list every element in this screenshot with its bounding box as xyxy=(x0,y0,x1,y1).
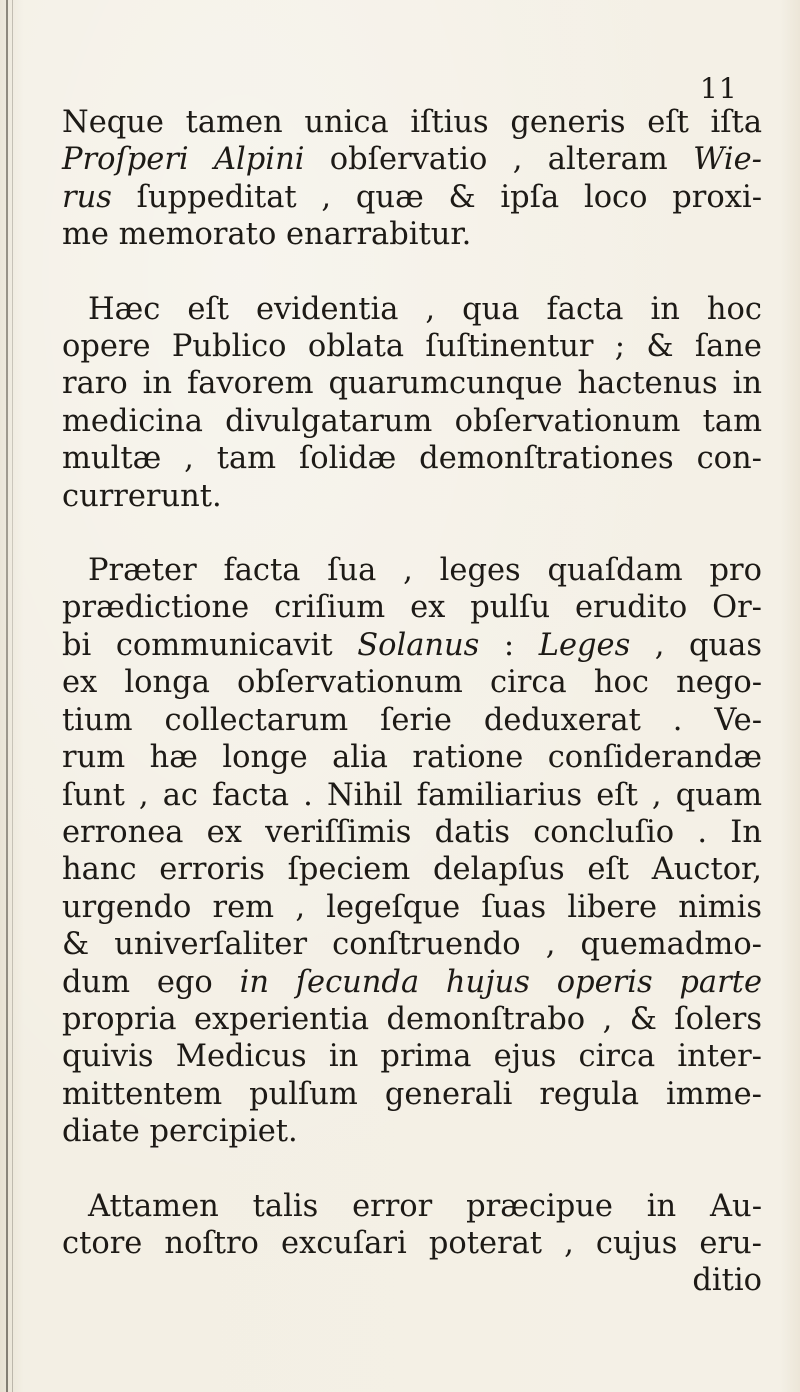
text-run: Hæc eſt evidentia , qua facta in hoc xyxy=(88,291,762,327)
text-line xyxy=(62,1225,762,1262)
text-line xyxy=(62,478,762,515)
text-line xyxy=(62,814,762,851)
text-run: mittentem pulſum generali regula imme- xyxy=(62,1076,762,1112)
text-run: Neque tamen unica iſtius generis eſt iſta xyxy=(62,105,762,140)
text-line xyxy=(62,552,762,589)
text-run: hanc erroris ſpeciem delapſus eſt Auctor, xyxy=(62,852,762,888)
text-line xyxy=(62,141,762,178)
body-text xyxy=(62,104,762,1300)
paragraph xyxy=(62,291,762,515)
text-line xyxy=(62,1038,762,1075)
text-run: currerunt. xyxy=(62,478,222,514)
italic-run: rus xyxy=(62,179,112,215)
italic-run: in ſecunda hujus operis parte xyxy=(239,964,762,1000)
text-run: , quas xyxy=(630,627,762,663)
text-run: ſuppeditat , quæ & ipſa loco proxi- xyxy=(111,179,762,215)
binding-edge xyxy=(6,0,8,1392)
text-run: & univerſaliter conſtruendo , quemadmo- xyxy=(62,927,762,963)
text-run: diate percipiet. xyxy=(62,1114,298,1150)
text-run: ctore noſtro excuſari poterat , cujus eru- xyxy=(62,1225,762,1261)
text-line xyxy=(62,739,762,776)
text-run: prædictione criſium ex pulſu erudito Or- xyxy=(62,590,762,626)
text-line xyxy=(62,1113,762,1150)
text-line xyxy=(62,627,762,664)
paragraph-gap xyxy=(62,254,762,291)
text-line xyxy=(62,179,762,216)
text-line xyxy=(62,589,762,626)
text-line xyxy=(62,851,762,888)
text-run: ex longa obſervationum circa hoc nego- xyxy=(62,665,762,701)
text-run: Attamen talis error præcipue in Au- xyxy=(88,1188,762,1224)
paragraph xyxy=(62,552,762,1151)
text-run: obſervatio , alteram xyxy=(304,142,694,178)
text-line xyxy=(62,216,762,253)
text-run: medicina divulgatarum obſervationum tam xyxy=(62,403,762,439)
text-line xyxy=(62,1262,762,1299)
text-line xyxy=(62,777,762,814)
text-line xyxy=(62,328,762,365)
text-line xyxy=(62,1001,762,1038)
paragraph xyxy=(62,1188,762,1300)
text-line xyxy=(62,964,762,1001)
text-run: dum ego xyxy=(62,964,240,1000)
text-run: ſunt , ac facta . Nihil familiarius eſt , quam xyxy=(62,777,762,813)
paragraph-gap xyxy=(62,1151,762,1188)
text-run: propria experientia demonſtrabo , & ſolers xyxy=(62,1001,762,1037)
text-run: Præter facta ſua , leges quaſdam pro xyxy=(88,553,762,589)
text-run: multæ , tam ſolidæ demonſtrationes con- xyxy=(62,441,762,477)
text-run: tium collectarum ſerie deduxerat . Ve- xyxy=(62,702,762,738)
text-line xyxy=(62,664,762,701)
text-run: quivis Medicus in prima ejus circa inter- xyxy=(62,1039,762,1075)
text-line xyxy=(62,1188,762,1225)
text-line xyxy=(62,440,762,477)
text-line xyxy=(62,889,762,926)
text-run: urgendo rem , legeſque ſuas libere nimis xyxy=(62,889,762,925)
text-line xyxy=(62,291,762,328)
text-run: erronea ex veriſſimis datis concluſio . In xyxy=(62,814,762,850)
text-run: : xyxy=(479,627,539,663)
text-line xyxy=(62,365,762,402)
page-number: 11 xyxy=(700,72,738,105)
binding-edge-shadow xyxy=(12,0,13,1392)
paragraph xyxy=(62,104,762,254)
text-run: raro in favorem quarumcunque hactenus in xyxy=(62,366,762,402)
italic-run: Proſperi Alpini xyxy=(62,142,305,178)
text-run: ditio xyxy=(692,1263,762,1299)
paragraph-gap xyxy=(62,515,762,552)
italic-run: Leges xyxy=(538,627,631,663)
italic-run: Wie- xyxy=(693,142,762,178)
text-run: rum hæ longe alia ratione conſiderandæ xyxy=(62,740,762,776)
text-line xyxy=(62,1076,762,1113)
text-line xyxy=(62,104,762,141)
text-line xyxy=(62,403,762,440)
italic-run: Solanus xyxy=(357,627,480,663)
text-line xyxy=(62,702,762,739)
text-run: me memorato enarrabitur. xyxy=(62,217,472,253)
text-run: bi communicavit xyxy=(62,627,358,663)
text-run: opere Publico oblata ſuſtinentur ; & ſane xyxy=(62,329,762,365)
text-line xyxy=(62,926,762,963)
